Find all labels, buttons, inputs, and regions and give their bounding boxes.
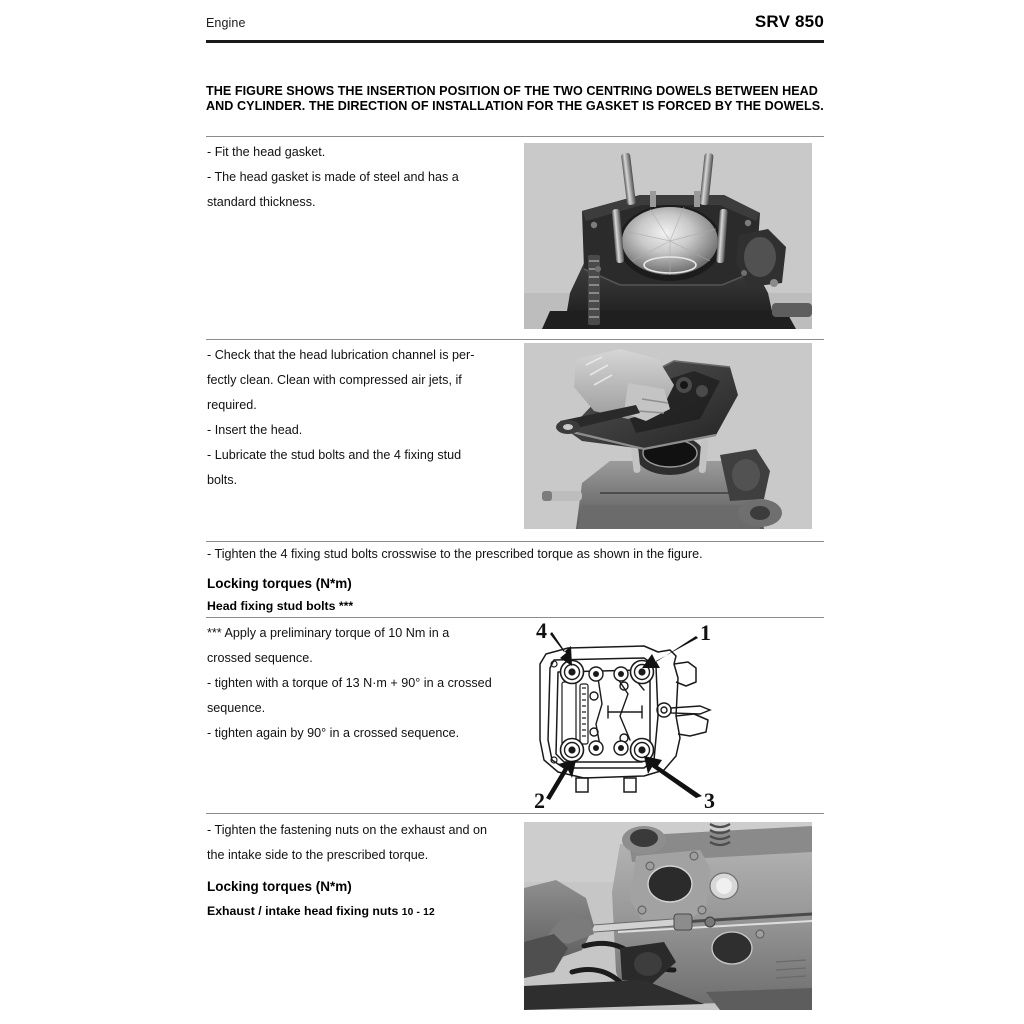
instruction-line: *** Apply a preliminary torque of 10 Nm in a bbox=[207, 626, 450, 640]
instruction-block-5 bbox=[207, 818, 517, 868]
instruction-line: sequence. bbox=[207, 701, 266, 715]
diagram-callout-3: 3 bbox=[704, 788, 715, 810]
instruction-line: standard thickness. bbox=[207, 195, 316, 209]
diagram-callout-1: 1 bbox=[700, 620, 711, 645]
photo-cylinder-head-gasket bbox=[524, 143, 812, 329]
instruction-line: - Tighten the fastening nuts on the exhaust and on bbox=[207, 823, 488, 837]
figure-tightening-sequence bbox=[524, 620, 778, 810]
header-divider bbox=[206, 40, 824, 43]
instruction-line: - Check that the head lubrication channel is per- bbox=[207, 348, 475, 362]
locking-torques-title: Locking torques (N*m) bbox=[207, 879, 352, 894]
instruction-line: - Tighten the 4 fixing stud bolts crosswise to the prescribed torque as shown in the figure. bbox=[207, 547, 703, 561]
exhaust-intake-nuts-value: 10 - 12 bbox=[401, 907, 435, 918]
instruction-line: - The head gasket is made of steel and has a bbox=[207, 170, 459, 184]
instruction-line: bolts. bbox=[207, 473, 238, 487]
instruction-block-3 bbox=[207, 544, 825, 564]
instruction-line: - Lubricate the stud bolts and the 4 fixing stud bbox=[207, 448, 462, 462]
instruction-block-2 bbox=[207, 343, 517, 493]
header-section-title: Engine bbox=[206, 16, 246, 30]
instruction-line: fectly clean. Clean with compressed air jets, if bbox=[207, 373, 462, 387]
diagram-stud-bolt-sequence bbox=[524, 620, 778, 810]
head-fixing-stud-bolts-row: Head fixing stud bolts *** bbox=[207, 599, 354, 613]
locking-torques-heading-1 bbox=[207, 574, 825, 615]
photo-insert-head bbox=[524, 343, 812, 529]
page-caption: THE FIGURE SHOWS THE INSERTION POSITION OF THE TWO CENTRING DOWELS BETWEEN HEAD AND CYLINDER. THE DIRECTION OF INSTALLATION FOR THE GASKET IS FORCED BY THE DOWELS. bbox=[206, 84, 824, 114]
figure-cylinder-head-gasket bbox=[524, 143, 812, 329]
instruction-line: the intake side to the prescribed torque. bbox=[207, 848, 429, 862]
figure-insert-head bbox=[524, 343, 812, 529]
instruction-line: - tighten with a torque of 13 N·m + 90° in a crossed bbox=[207, 676, 492, 690]
locking-torques-title: Locking torques (N*m) bbox=[207, 576, 352, 591]
photo-tighten-nuts bbox=[524, 822, 812, 1010]
row-divider-1 bbox=[206, 136, 824, 137]
row-divider-3 bbox=[206, 541, 824, 542]
header-model-title: SRV 850 bbox=[754, 12, 824, 31]
instruction-line: - Insert the head. bbox=[207, 423, 303, 437]
instruction-line: crossed sequence. bbox=[207, 651, 313, 665]
diagram-callout-2: 2 bbox=[534, 788, 545, 810]
exhaust-intake-nuts-label: Exhaust / intake head fixing nuts bbox=[207, 904, 399, 918]
row-divider-5 bbox=[206, 813, 824, 814]
instruction-block-1 bbox=[207, 140, 517, 215]
instruction-line: - tighten again by 90° in a crossed sequence. bbox=[207, 726, 460, 740]
exhaust-intake-nuts-row bbox=[207, 903, 517, 921]
diagram-callout-4: 4 bbox=[536, 620, 547, 643]
locking-torques-heading-2 bbox=[207, 877, 517, 921]
figure-tighten-nuts bbox=[524, 822, 812, 1010]
page-header bbox=[206, 12, 824, 32]
row-divider-2 bbox=[206, 339, 824, 340]
row-divider-4 bbox=[206, 617, 824, 618]
instruction-line: required. bbox=[207, 398, 257, 412]
instruction-block-4 bbox=[207, 621, 517, 746]
instruction-line: - Fit the head gasket. bbox=[207, 145, 326, 159]
